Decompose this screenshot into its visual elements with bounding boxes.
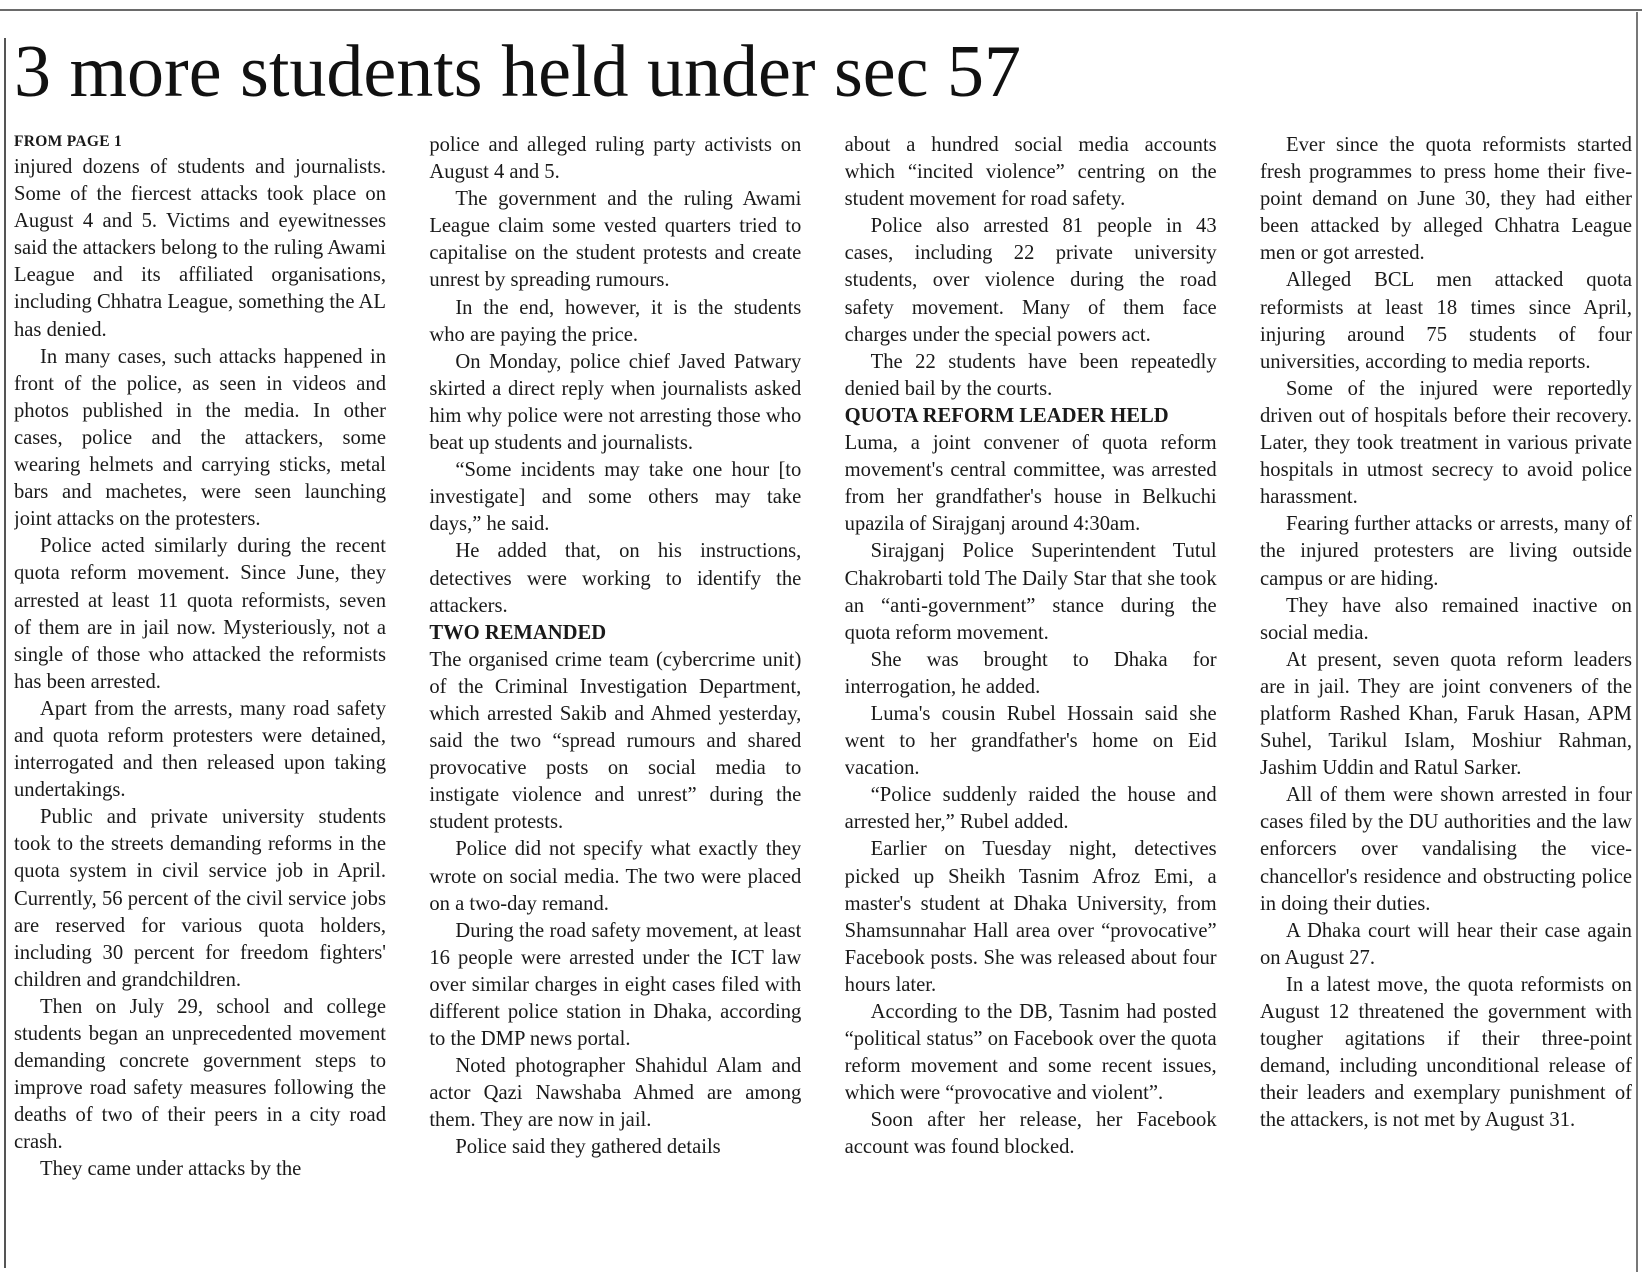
paragraph: Ever since the quota reformists started fresh programmes to press home their five-point demand on June 30, they had either been attacked by alleged Chhatra League men or got arrested. bbox=[1259, 134, 1632, 265]
left-column-rule bbox=[4, 38, 6, 1268]
paragraph: In many cases, such attacks happened in front of the police, as seen in videos and photos published in the media. In other cases, police and the attackers, some wearing helmets and carrying sticks, metal bars and machetes, were seen launching joint attacks on the protesters. bbox=[14, 345, 386, 531]
paragraph: The organised crime team (cybercrime unit) of the Criminal Investigation Department, which arrested Sakib and Ahmed yesterday, said the two “spread rumours and shared provocative posts on social media to instigate violence and unrest” during the student protests. bbox=[429, 648, 802, 834]
paragraph: Luma's cousin Rubel Hossain said she went to her grandfather's home on Eid vacation. bbox=[844, 702, 1217, 780]
paragraph: Luma, a joint convener of quota reform movement's central committee, was arrested from her grandfather's house in Belkuchi upazila of Sirajganj around 4:30am. bbox=[844, 432, 1217, 536]
column-2 bbox=[429, 132, 801, 1272]
paragraph: Earlier on Tuesday night, detectives picked up Sheikh Tasnim Afroz Emi, a master's student at Dhaka University, from Shamsunnahar Hall area over “provocative” Facebook posts. She was released about four hours later. bbox=[844, 838, 1217, 996]
paragraph: Police said they gathered details bbox=[455, 1136, 721, 1159]
paragraph: “Police suddenly raided the house and arrested her,” Rubel added. bbox=[844, 784, 1217, 834]
paragraph: She was brought to Dhaka for interrogation, he added. bbox=[844, 648, 1217, 698]
paragraph: A Dhaka court will hear their case again on August 27. bbox=[1259, 919, 1632, 969]
column-4 bbox=[1260, 132, 1632, 1272]
paragraph: about a hundred social media accounts which “incited violence” centring on the student movement for road safety. bbox=[844, 134, 1217, 211]
subhead-two-remanded: TWO REMANDED bbox=[429, 621, 607, 644]
paragraph: At present, seven quota reform leaders are in jail. They are joint conveners of the platform Rashed Khan, Faruk Hasan, APM Suhel, Tarikul Islam, Moshiur Rahman, Jashim Uddin and Ratul Sarker. bbox=[1259, 648, 1632, 780]
paragraph: They have also remained inactive on social media. bbox=[1259, 594, 1632, 644]
paragraph: The government and the ruling Awami League claim some vested quarters tried to capitalise on the student protests and create unrest by spreading rumours. bbox=[429, 188, 802, 292]
paragraph: In a latest move, the quota reformists on August 12 threatened the government with tougher agitations if their three-point demand, including unconditional release of their leaders and exemplary punishment of the attackers, is not met by August 31. bbox=[1259, 973, 1632, 1132]
paragraph: In the end, however, it is the students who are paying the price. bbox=[429, 296, 802, 346]
paragraph: They came under attacks by the bbox=[40, 1158, 302, 1181]
paragraph: Soon after her release, her Facebook account was found blocked. bbox=[844, 1109, 1217, 1159]
paragraph: He added that, on his instructions, detectives were working to identify the attackers. bbox=[429, 540, 802, 617]
paragraph: According to the DB, Tasnim had posted “political status” on Facebook over the quota reform movement and some recent issues, which were “provocative and violent”. bbox=[844, 1001, 1217, 1105]
paragraph: Police also arrested 81 people in 43 cases, including 22 private university students, over violence during the road safety movement. Many of them face charges under the special powers act. bbox=[844, 215, 1217, 346]
paragraph: Fearing further attacks or arrests, many of the injured protesters are living outside campus or are hiding. bbox=[1259, 513, 1632, 590]
paragraph: The 22 students have been repeatedly denied bail by the courts. bbox=[844, 350, 1217, 400]
headline: 3 more students held under sec 57 bbox=[14, 31, 1021, 113]
paragraph: Police acted similarly during the recent quota reform movement. Since June, they arrested at least 11 quota reformists, seven of them are in jail now. Mysteriously, not a single of those who attacked the reformists has been arrested. bbox=[14, 535, 386, 693]
right-column-rule bbox=[1636, 12, 1638, 1272]
paragraph: injured dozens of students and journalists. Some of the fiercest attacks took place on August 4 and 5. Victims and eyewitnesses said the attackers belong to the ruling Awami League and its affiliated organisations, including Chhatra League, something the AL has denied. bbox=[14, 156, 386, 341]
column-3 bbox=[845, 132, 1217, 1272]
paragraph: Sirajganj Police Superintendent Tutul Chakrobarti told The Daily Star that she took an “anti-government” stance during the quota reform movement. bbox=[844, 540, 1217, 644]
column-1 bbox=[14, 132, 386, 1272]
paragraph: Public and private university students took to the streets demanding reforms in the quota system in civil service job in April. Currently, 56 percent of the civil service jobs are reserved for various quota holders, including 30 percent for freedom fighters' children and grandchildren. bbox=[14, 806, 386, 991]
paragraph: All of them were shown arrested in four cases filed by the DU authorities and the law enforcers over vandalising the vice-chancellor's residence and obstructing police in doing their duties. bbox=[1259, 784, 1632, 915]
paragraph: Apart from the arrests, many road safety and quota reform protesters were detained, interrogated and then released upon taking undertakings. bbox=[14, 697, 386, 802]
top-rule bbox=[0, 9, 1642, 11]
paragraph: Then on July 29, school and college students began an unprecedented movement demanding concrete government steps to improve road safety measures following the deaths of two of their peers in a city road crash. bbox=[14, 995, 386, 1154]
paragraph: On Monday, police chief Javed Patwary skirted a direct reply when journalists asked him why police were not arresting those who beat up students and journalists. bbox=[429, 350, 802, 455]
subhead-quota-reform-leader-held: QUOTA REFORM LEADER HELD bbox=[844, 404, 1169, 427]
paragraph: police and alleged ruling party activists on August 4 and 5. bbox=[429, 134, 802, 184]
paragraph: Some of the injured were reportedly driven out of hospitals before their recovery. Later, they took treatment in various private hospitals in utmost secrecy to avoid police harassment. bbox=[1259, 377, 1632, 509]
from-page-kicker: FROM PAGE 1 bbox=[14, 133, 123, 150]
article-body bbox=[14, 132, 1632, 1272]
paragraph: Noted photographer Shahidul Alam and actor Qazi Nawshaba Ahmed are among them. They are now in jail. bbox=[429, 1055, 802, 1132]
paragraph: “Some incidents may take one hour [to investigate] and some others may take days,” he said. bbox=[429, 459, 802, 536]
paragraph: Police did not specify what exactly they wrote on social media. The two were placed on a two-day remand. bbox=[429, 838, 802, 915]
paragraph: Alleged BCL men attacked quota reformists at least 18 times since April, injuring around 75 students of four universities, according to media reports. bbox=[1259, 269, 1632, 373]
paragraph: During the road safety movement, at least 16 people were arrested under the ICT law over similar charges in eight cases filed with different police station in Dhaka, according to the DMP news portal. bbox=[429, 919, 802, 1051]
